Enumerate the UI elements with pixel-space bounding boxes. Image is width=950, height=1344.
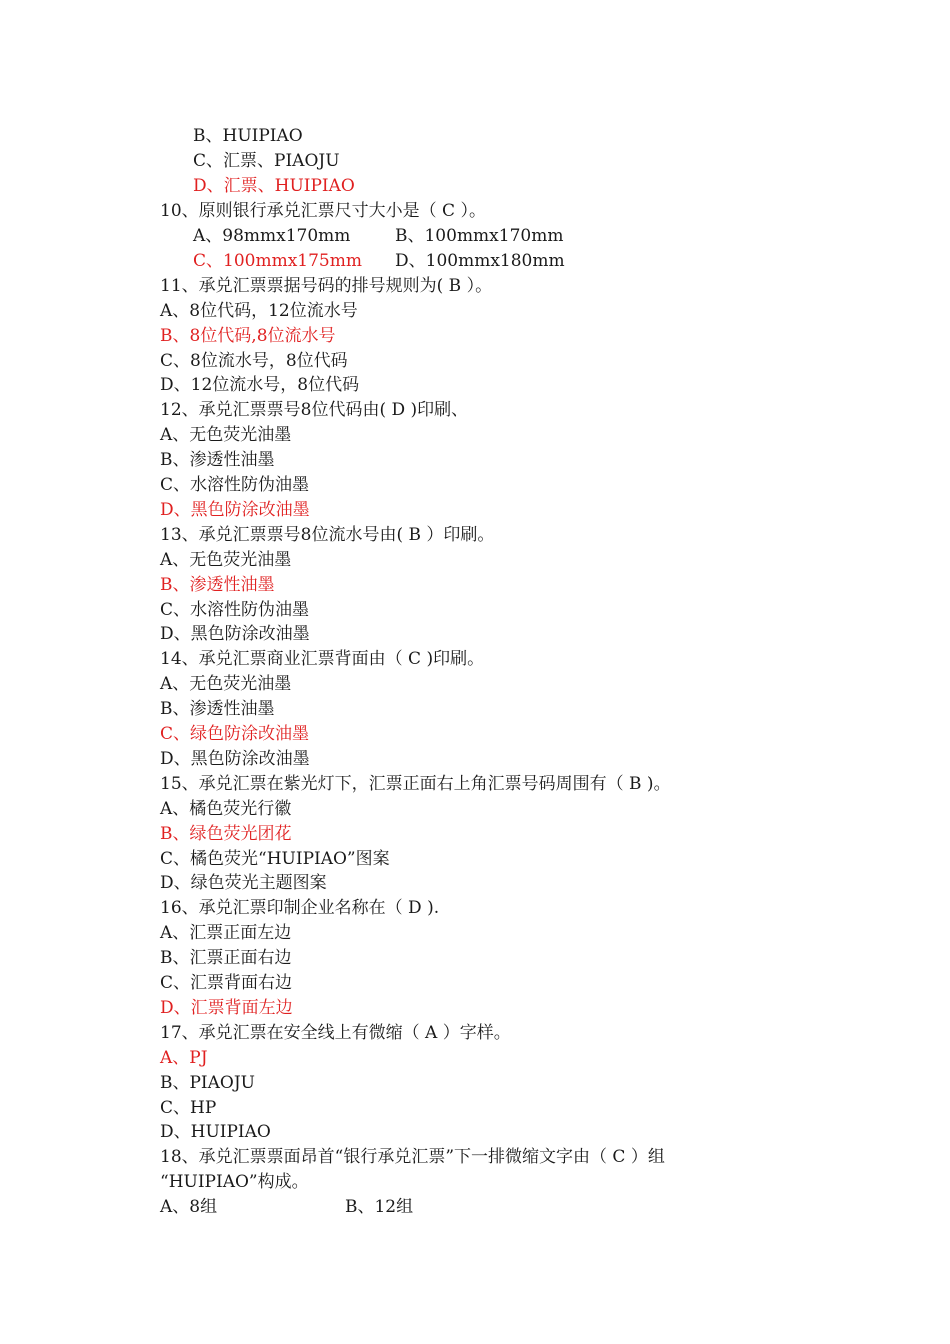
option-line: B、PIAOJU — [160, 1073, 256, 1093]
question-18: 18、承兑汇票票面昂首“银行承兑汇票”下一排微缩文字由（ C ）组 — [160, 1147, 665, 1167]
question-15: 15、承兑汇票在紫光灯下，汇票正面右上角汇票号码周围有（ B )。 — [160, 774, 671, 794]
answer-option-line: C、绿色防涂改油墨 — [160, 724, 310, 744]
option-line: D、12位流水号，8位代码 — [160, 375, 360, 395]
option-line: C、橘色荧光“HUIPIAO”图案 — [160, 849, 390, 869]
answer-option-line: B、渗透性油墨 — [160, 575, 275, 595]
option-line: A、无色荧光油墨 — [160, 674, 292, 694]
option-line: C、水溶性防伪油墨 — [160, 600, 310, 620]
option-line: D、100mmx180mm — [395, 251, 565, 271]
answer-option-line: B、8位代码,8位流水号 — [160, 326, 336, 346]
question-17: 17、承兑汇票在安全线上有微缩（ A ）字样。 — [160, 1023, 511, 1043]
option-line: A、8位代码，12位流水号 — [160, 301, 358, 321]
option-line: A、无色荧光油墨 — [160, 425, 292, 445]
option-line: B、100mmx170mm — [395, 226, 564, 246]
question-10: 10、原则银行承兑汇票尺寸大小是（ C ）。 — [160, 201, 486, 221]
question-16: 16、承兑汇票印制企业名称在（ D ). — [160, 898, 440, 918]
question-12: 12、承兑汇票票号8位代码由( D )印刷、 — [160, 400, 469, 420]
option-line: C、HP — [160, 1098, 217, 1118]
option-line: A、橘色荧光行徽 — [160, 799, 292, 819]
option-line: C、汇票、PIAOJU — [193, 151, 340, 171]
option-line: A、无色荧光油墨 — [160, 550, 292, 570]
option-line: B、12组 — [345, 1197, 414, 1217]
option-line: D、黑色防涂改油墨 — [160, 749, 310, 769]
answer-option-line: D、汇票背面左边 — [160, 998, 293, 1018]
option-line: D、绿色荧光主题图案 — [160, 873, 327, 893]
option-line: C、汇票背面右边 — [160, 973, 293, 993]
option-line: A、汇票正面左边 — [160, 923, 292, 943]
option-line: D、黑色防涂改油墨 — [160, 624, 310, 644]
answer-option-line: B、绿色荧光团花 — [160, 824, 292, 844]
option-line: B、渗透性油墨 — [160, 450, 275, 470]
option-line: B、渗透性油墨 — [160, 699, 275, 719]
answer-option-line: D、黑色防涂改油墨 — [160, 500, 310, 520]
question-13: 13、承兑汇票票号8位流水号由( B ）印刷。 — [160, 525, 495, 545]
option-line: B、HUIPIAO — [193, 126, 303, 146]
option-line: A、98mmx170mm — [193, 226, 351, 246]
option-line: A、8组 — [160, 1197, 218, 1217]
question-14: 14、承兑汇票商业汇票背面由（ C )印刷。 — [160, 649, 485, 669]
answer-option-line: A、PJ — [160, 1048, 208, 1068]
question-11: 11、承兑汇票票据号码的排号规则为( B ）。 — [160, 276, 493, 296]
answer-option-line: C、100mmx175mm — [193, 251, 362, 271]
option-line: B、汇票正面右边 — [160, 948, 292, 968]
option-line: C、8位流水号，8位代码 — [160, 351, 348, 371]
option-line: D、HUIPIAO — [160, 1122, 271, 1142]
question-18-continued: “HUIPIAO”构成。 — [160, 1172, 309, 1192]
answer-option-line: D、汇票、HUIPIAO — [193, 176, 355, 196]
option-line: C、水溶性防伪油墨 — [160, 475, 310, 495]
